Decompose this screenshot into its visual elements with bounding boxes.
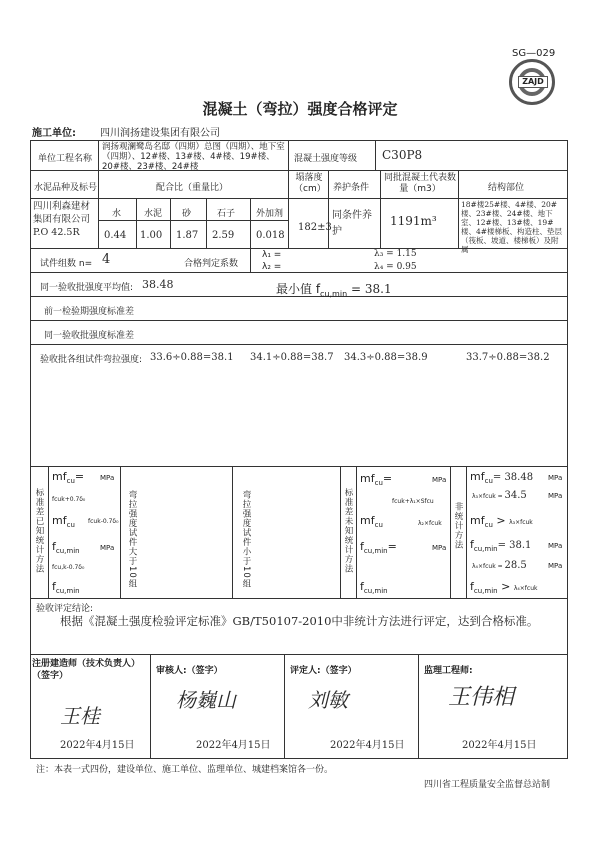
zajd-logo	[509, 59, 555, 105]
batch-value: 1191m³	[390, 214, 437, 228]
m4-mf: mf	[360, 472, 375, 485]
m5-fcumin	[470, 538, 531, 553]
mix-val-stone: 2.59	[212, 230, 235, 241]
m1-mfcu2	[52, 514, 75, 529]
mix-col-cement: 水泥	[144, 209, 163, 219]
m1-r3: fcu,k-0.7δ₀	[52, 564, 85, 571]
groups-value: 4	[102, 252, 111, 267]
m1-f2: f	[52, 580, 56, 593]
criteria-label: 合格判定系数	[184, 259, 239, 269]
m1-r2: fcuk-0.7δ₀	[88, 518, 119, 525]
m1-cumin2: cu,min	[55, 587, 80, 596]
m5-mfcu2	[470, 514, 533, 529]
m5-cu: cu	[484, 477, 493, 486]
m5-r1-val: 34.5	[504, 490, 527, 501]
specimen-3: 34.3÷0.88=38.9	[344, 352, 428, 363]
sign2-label: 审核人:（签字）	[156, 666, 223, 676]
curing-header: 养护条件	[333, 183, 370, 193]
mix-col-sand: 砂	[182, 209, 192, 219]
m1-cu2: cu	[66, 521, 75, 530]
specimen-2: 34.1÷0.88=38.7	[250, 352, 334, 363]
mix-val-sand: 1.87	[176, 230, 199, 241]
m5-r1-label: λ₃×fcuk =	[472, 493, 503, 500]
m4-mfcu	[360, 472, 392, 487]
slump-value: 182±3	[298, 222, 332, 233]
m5-cumin2: cu,min	[473, 587, 498, 596]
signature-1: 王桂	[60, 704, 100, 728]
page-title: 混凝土（弯拉）强度合格评定	[202, 100, 398, 118]
mix-col-stone: 石子	[217, 209, 236, 219]
m5-unit4: MPa	[548, 562, 563, 570]
conclusion-text: 根据《混凝土强度检验评定标准》GB/T50107-2010中非统计方法进行评定，达到合格标准。	[60, 614, 539, 628]
mix-val-water: 0.44	[104, 230, 127, 241]
specimen-1: 33.6÷0.88=38.1	[150, 352, 234, 363]
logo-text: ZAJD	[518, 76, 548, 88]
m4-r1: fcuk+λ₁×Sfcu	[392, 498, 434, 505]
specimen-4: 33.7÷0.88=38.2	[466, 352, 550, 363]
m4-cumin: cu,min	[363, 547, 388, 556]
m4-f: f	[360, 540, 364, 553]
m1-eq: =	[74, 470, 85, 483]
m4-eq: =	[382, 472, 393, 485]
min-label	[276, 280, 392, 298]
m1-unit1: MPa	[100, 474, 115, 482]
avg-label: 同一验收批强度平均值:	[40, 283, 134, 293]
m5-unit3: MPa	[548, 542, 563, 550]
date-3: 2022年4月15日	[330, 740, 405, 751]
m1-unit2: MPa	[100, 544, 115, 552]
signature-4: 王伟相	[448, 685, 515, 710]
m4-r2: λ₂×fcuk	[418, 520, 442, 527]
m4-fcumin	[360, 540, 397, 555]
m1-mfcu	[52, 470, 84, 485]
m5-mfcu	[470, 470, 533, 485]
batch-header: 同批混凝土代表数量（m3）	[383, 173, 456, 194]
m4-cumin2: cu,min	[363, 587, 388, 596]
m5-r2: λ₃×fcuk	[509, 519, 533, 526]
m5-mf-value: = 38.48	[492, 472, 534, 483]
m1-f: f	[52, 540, 56, 553]
signature-2: 杨巍山	[176, 688, 236, 712]
avg-value: 38.48	[142, 278, 174, 291]
sign1-label: 注册建造师（技术负责人）（签字）	[32, 659, 141, 681]
m4-eq2: =	[387, 540, 397, 553]
m1-cumin: cu,min	[55, 547, 80, 556]
min-value: = 38.1	[350, 282, 392, 296]
m5-r4: λ₄×fcuk	[513, 585, 538, 592]
mix-val-cement: 1.00	[140, 230, 163, 241]
m5-r3-label: λ₄×fcuk =	[472, 563, 503, 570]
grade-value: C30P8	[382, 148, 423, 162]
m5-mf: mf	[470, 470, 485, 483]
footer-note: 注：本表一式四份，建设单位、施工单位、监理单位、城建档案馆各一份。	[36, 765, 334, 775]
m5-f2: f	[470, 580, 474, 593]
method5-label: 非统计方法	[453, 502, 463, 550]
method2-label: 弯拉强度试件大于10组	[127, 490, 137, 589]
method1-label: 标准差已知统计方法	[34, 488, 44, 574]
lambda1: λ₁ =	[262, 250, 282, 260]
mix-val-additive: 0.018	[256, 230, 285, 241]
date-1: 2022年4月15日	[60, 740, 135, 751]
std-prev-label: 前一检验期强度标准差	[44, 307, 135, 317]
m5-unit1: MPa	[548, 474, 563, 482]
lambda3: λ₃ = 1.15	[374, 249, 417, 259]
m1-cu: cu	[66, 477, 75, 486]
m5-cu2: cu	[484, 521, 493, 530]
slump-header: 塌落度（cm）	[294, 173, 326, 194]
contractor-label: 施工单位:	[32, 128, 76, 139]
m4-f2: f	[360, 580, 364, 593]
m4-unit1: MPa	[432, 476, 447, 484]
grade-label: 混凝土强度等级	[294, 154, 358, 164]
curing-value: 同条件养护	[332, 210, 372, 237]
m1-mf: mf	[52, 470, 67, 483]
mix-col-water: 水	[112, 209, 122, 219]
project-label: 单位工程名称	[38, 154, 93, 164]
form-code: SG—029	[512, 48, 556, 59]
m5-min-value: = 38.1	[497, 540, 532, 551]
m5-f: f	[470, 538, 474, 551]
m5-cumin: cu,min	[473, 545, 498, 554]
contractor-value: 四川润扬建设集团有限公司	[100, 128, 220, 139]
min-label-text: 最小值 f	[276, 282, 321, 296]
date-2: 2022年4月15日	[196, 740, 271, 751]
lambda4: λ₄ = 0.95	[374, 262, 417, 272]
m1-r1: fcuk+0.7δ₀	[52, 496, 86, 503]
m5-r1	[472, 490, 527, 501]
m5-gt2: >	[501, 580, 511, 593]
m5-r3	[472, 560, 527, 571]
method4-label: 标准差未知统计方法	[343, 488, 353, 574]
lambda2: λ₂ =	[262, 262, 282, 272]
min-label-sub: cu,min	[320, 289, 348, 299]
conclusion-label: 验收评定结论:	[36, 604, 94, 614]
part-header: 结构部位	[488, 183, 525, 193]
m4-unit2: MPa	[432, 544, 447, 552]
std-same-label: 同一验收批强度标准差	[44, 331, 135, 341]
specimens-label: 验收批各组试件弯拉强度:	[40, 355, 143, 365]
signature-3: 刘敏	[308, 688, 348, 712]
m4-fcumin2	[360, 580, 388, 595]
m4-cu2: cu	[374, 521, 383, 530]
part-value: 18#楼25#楼、4#楼、20#楼、23#楼、24#楼、地下室、12#楼、13#楼、19#楼、4#楼梯板、构造柱、垫层（筏板、坡道、楼梯板）及附属	[461, 200, 563, 254]
m5-fcumin2	[470, 580, 537, 595]
groups-label: 试件组数 n=	[40, 259, 93, 269]
m1-fcumin	[52, 540, 80, 555]
m1-mf2: mf	[52, 514, 67, 527]
m5-r3-val: 28.5	[504, 560, 527, 571]
method3-label: 弯拉强度试件小于10组	[241, 490, 251, 589]
sign4-label: 监理工程师:	[424, 666, 473, 676]
m5-gt1: >	[496, 514, 506, 527]
mix-col-additive: 外加剂	[256, 209, 284, 219]
sign3-label: 评定人:（签字）	[290, 666, 357, 676]
project-value: 润扬观澜鹭岛名邸（四期）总图（四期）、地下室（四期）、12#楼、13#楼、4#楼、19#楼、20#楼、23#楼、24#楼	[102, 142, 285, 172]
m5-mf2: mf	[470, 514, 485, 527]
m4-cu: cu	[374, 479, 383, 488]
date-4: 2022年4月15日	[462, 740, 537, 751]
m4-mfcu2	[360, 514, 383, 529]
m5-unit2: MPa	[548, 492, 563, 500]
m1-fcumin2	[52, 580, 80, 595]
mix-header: 配合比（重量比）	[156, 183, 229, 193]
cement-value: 四川利森建材集团有限公司 P.O 42.5R	[33, 201, 91, 238]
m4-mf2: mf	[360, 514, 375, 527]
footer-org: 四川省工程质量安全监督总站制	[424, 780, 551, 790]
cement-header: 水泥品种及标号	[34, 183, 98, 193]
